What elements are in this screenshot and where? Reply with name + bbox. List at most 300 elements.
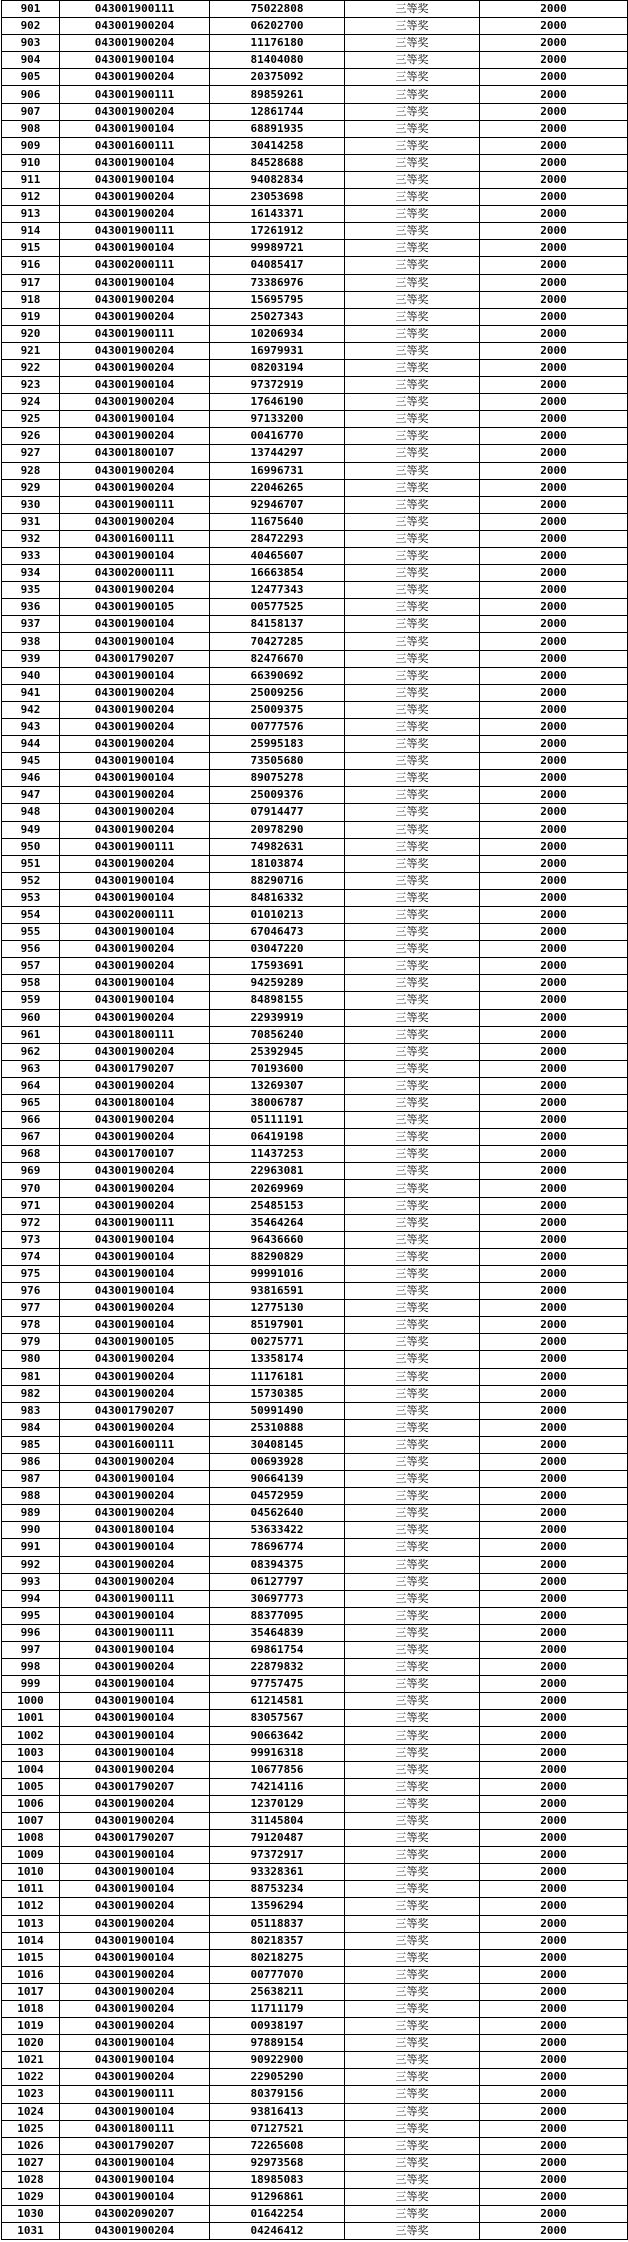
row-index-cell: 998 — [2, 1659, 60, 1676]
row-index-cell: 930 — [2, 496, 60, 513]
table-row — [2, 1949, 628, 1966]
ticket-code-cell: 043001900111 — [60, 496, 210, 513]
ticket-number-cell: 28472293 — [210, 530, 345, 547]
prize-level-cell: 三等奖 — [345, 274, 480, 291]
prize-amount-cell: 2000 — [480, 2137, 628, 2154]
table-row — [2, 445, 628, 462]
prize-level-cell: 三等奖 — [345, 1659, 480, 1676]
row-index-cell: 987 — [2, 1471, 60, 1488]
row-index-cell: 958 — [2, 975, 60, 992]
ticket-number-cell: 00416770 — [210, 428, 345, 445]
table-row — [2, 137, 628, 154]
ticket-code-cell: 043001900104 — [60, 1864, 210, 1881]
prize-amount-cell: 2000 — [480, 2223, 628, 2240]
table-row — [2, 1539, 628, 1556]
ticket-code-cell: 043001900104 — [60, 1744, 210, 1761]
row-index-cell: 975 — [2, 1265, 60, 1282]
ticket-code-cell: 043001900104 — [60, 2171, 210, 2188]
row-index-cell: 1022 — [2, 2069, 60, 2086]
table-row — [2, 2206, 628, 2223]
table-row — [2, 1727, 628, 1744]
row-index-cell: 991 — [2, 1539, 60, 1556]
ticket-number-cell: 84816332 — [210, 889, 345, 906]
ticket-number-cell: 67046473 — [210, 924, 345, 941]
ticket-code-cell: 043001900104 — [60, 975, 210, 992]
ticket-code-cell: 043001900204 — [60, 428, 210, 445]
prize-level-cell: 三等奖 — [345, 1744, 480, 1761]
ticket-code-cell: 043001900111 — [60, 1214, 210, 1231]
prize-amount-cell: 2000 — [480, 1522, 628, 1539]
ticket-number-cell: 12775130 — [210, 1300, 345, 1317]
prize-amount-cell: 2000 — [480, 394, 628, 411]
prize-level-cell: 三等奖 — [345, 1795, 480, 1812]
ticket-code-cell: 043001900204 — [60, 1077, 210, 1094]
table-row — [2, 1026, 628, 1043]
ticket-number-cell: 25310888 — [210, 1419, 345, 1436]
ticket-code-cell: 043001900204 — [60, 1129, 210, 1146]
ticket-number-cell: 11176181 — [210, 1368, 345, 1385]
ticket-number-cell: 17646190 — [210, 394, 345, 411]
table-row — [2, 1744, 628, 1761]
prize-level-cell: 三等奖 — [345, 1095, 480, 1112]
ticket-number-cell: 84158137 — [210, 616, 345, 633]
row-index-cell: 970 — [2, 1180, 60, 1197]
prize-level-cell: 三等奖 — [345, 958, 480, 975]
row-index-cell: 981 — [2, 1368, 60, 1385]
row-index-cell: 1018 — [2, 2000, 60, 2017]
prize-amount-cell: 2000 — [480, 2120, 628, 2137]
ticket-number-cell: 73386976 — [210, 274, 345, 291]
prize-amount-cell: 2000 — [480, 872, 628, 889]
ticket-number-cell: 13744297 — [210, 445, 345, 462]
row-index-cell: 976 — [2, 1283, 60, 1300]
prize-level-cell: 三等奖 — [345, 787, 480, 804]
table-row — [2, 2000, 628, 2017]
row-index-cell: 909 — [2, 137, 60, 154]
prize-level-cell: 三等奖 — [345, 445, 480, 462]
ticket-code-cell: 043001900204 — [60, 821, 210, 838]
table-row — [2, 1317, 628, 1334]
prize-level-cell: 三等奖 — [345, 1385, 480, 1402]
ticket-code-cell: 043001900204 — [60, 1812, 210, 1829]
ticket-code-cell: 043001900104 — [60, 753, 210, 770]
prize-amount-cell: 2000 — [480, 2086, 628, 2103]
prize-level-cell: 三等奖 — [345, 1847, 480, 1864]
table-row — [2, 1966, 628, 1983]
table-row — [2, 1693, 628, 1710]
prize-level-cell: 三等奖 — [345, 1043, 480, 1060]
prize-amount-cell: 2000 — [480, 1146, 628, 1163]
prize-level-cell: 三等奖 — [345, 1642, 480, 1659]
prize-level-cell: 三等奖 — [345, 1590, 480, 1607]
ticket-number-cell: 80218275 — [210, 1949, 345, 1966]
prize-amount-cell: 2000 — [480, 428, 628, 445]
prize-level-cell: 三等奖 — [345, 171, 480, 188]
prize-amount-cell: 2000 — [480, 137, 628, 154]
ticket-number-cell: 79120487 — [210, 1830, 345, 1847]
table-row — [2, 1607, 628, 1624]
row-index-cell: 1002 — [2, 1727, 60, 1744]
prize-amount-cell: 2000 — [480, 1334, 628, 1351]
row-index-cell: 1031 — [2, 2223, 60, 2240]
row-index-cell: 960 — [2, 1009, 60, 1026]
ticket-number-cell: 25027343 — [210, 308, 345, 325]
prize-amount-cell: 2000 — [480, 291, 628, 308]
table-row — [2, 1676, 628, 1693]
prize-amount-cell: 2000 — [480, 821, 628, 838]
prize-level-cell: 三等奖 — [345, 684, 480, 701]
ticket-number-cell: 06202700 — [210, 18, 345, 35]
ticket-code-cell: 043001900104 — [60, 1539, 210, 1556]
ticket-number-cell: 16143371 — [210, 206, 345, 223]
ticket-code-cell: 043001900104 — [60, 872, 210, 889]
ticket-code-cell: 043001900104 — [60, 667, 210, 684]
prize-level-cell: 三等奖 — [345, 52, 480, 69]
row-index-cell: 1008 — [2, 1830, 60, 1847]
row-index-cell: 956 — [2, 941, 60, 958]
ticket-number-cell: 97889154 — [210, 2035, 345, 2052]
row-index-cell: 940 — [2, 667, 60, 684]
prize-level-cell: 三等奖 — [345, 992, 480, 1009]
prize-amount-cell: 2000 — [480, 2018, 628, 2035]
prize-level-cell: 三等奖 — [345, 2223, 480, 2240]
row-index-cell: 1015 — [2, 1949, 60, 1966]
row-index-cell: 912 — [2, 189, 60, 206]
table-row — [2, 1077, 628, 1094]
table-row — [2, 1060, 628, 1077]
ticket-number-cell: 94082834 — [210, 171, 345, 188]
prize-amount-cell: 2000 — [480, 1402, 628, 1419]
row-index-cell: 953 — [2, 889, 60, 906]
ticket-number-cell: 00777070 — [210, 1966, 345, 1983]
table-row — [2, 975, 628, 992]
prize-level-cell: 三等奖 — [345, 1146, 480, 1163]
table-row — [2, 565, 628, 582]
prize-level-cell: 三等奖 — [345, 1573, 480, 1590]
ticket-code-cell: 043001900204 — [60, 462, 210, 479]
prize-level-cell: 三等奖 — [345, 1727, 480, 1744]
table-row — [2, 753, 628, 770]
ticket-code-cell: 043001900104 — [60, 889, 210, 906]
row-index-cell: 906 — [2, 86, 60, 103]
row-index-cell: 1021 — [2, 2052, 60, 2069]
row-index-cell: 929 — [2, 479, 60, 496]
prize-level-cell: 三等奖 — [345, 941, 480, 958]
table-row — [2, 1624, 628, 1641]
ticket-code-cell: 043001790207 — [60, 1060, 210, 1077]
row-index-cell: 921 — [2, 342, 60, 359]
ticket-number-cell: 25009376 — [210, 787, 345, 804]
ticket-number-cell: 81404080 — [210, 52, 345, 69]
ticket-number-cell: 99916318 — [210, 1744, 345, 1761]
ticket-number-cell: 20269969 — [210, 1180, 345, 1197]
table-row — [2, 1436, 628, 1453]
row-index-cell: 1003 — [2, 1744, 60, 1761]
prize-level-cell: 三等奖 — [345, 1471, 480, 1488]
table-row — [2, 530, 628, 547]
table-row — [2, 2103, 628, 2120]
prize-level-cell: 三等奖 — [345, 18, 480, 35]
ticket-code-cell: 043001900104 — [60, 1471, 210, 1488]
ticket-number-cell: 74214116 — [210, 1778, 345, 1795]
ticket-code-cell: 043001900204 — [60, 684, 210, 701]
prize-amount-cell: 2000 — [480, 1471, 628, 1488]
row-index-cell: 1007 — [2, 1812, 60, 1829]
table-row — [2, 924, 628, 941]
ticket-number-cell: 89859261 — [210, 86, 345, 103]
ticket-number-cell: 75022808 — [210, 1, 345, 18]
ticket-code-cell: 043001900204 — [60, 291, 210, 308]
row-index-cell: 986 — [2, 1453, 60, 1470]
ticket-number-cell: 90922900 — [210, 2052, 345, 2069]
ticket-code-cell: 043001900204 — [60, 582, 210, 599]
prize-level-cell: 三等奖 — [345, 1351, 480, 1368]
ticket-number-cell: 01010213 — [210, 906, 345, 923]
ticket-code-cell: 043001900104 — [60, 377, 210, 394]
ticket-number-cell: 00693928 — [210, 1453, 345, 1470]
ticket-number-cell: 18985083 — [210, 2171, 345, 2188]
prize-level-cell: 三等奖 — [345, 2137, 480, 2154]
ticket-number-cell: 35464264 — [210, 1214, 345, 1231]
prize-level-cell: 三等奖 — [345, 770, 480, 787]
ticket-code-cell: 043001900111 — [60, 1624, 210, 1641]
ticket-code-cell: 043001900111 — [60, 1590, 210, 1607]
ticket-code-cell: 043001900104 — [60, 2189, 210, 2206]
row-index-cell: 1006 — [2, 1795, 60, 1812]
row-index-cell: 979 — [2, 1334, 60, 1351]
prize-amount-cell: 2000 — [480, 1248, 628, 1265]
ticket-code-cell: 043001900104 — [60, 1676, 210, 1693]
ticket-number-cell: 80218357 — [210, 1932, 345, 1949]
table-row — [2, 1112, 628, 1129]
ticket-code-cell: 043001900204 — [60, 2000, 210, 2017]
table-row — [2, 941, 628, 958]
ticket-number-cell: 84528688 — [210, 154, 345, 171]
ticket-code-cell: 043001900104 — [60, 616, 210, 633]
row-index-cell: 931 — [2, 513, 60, 530]
ticket-number-cell: 00938197 — [210, 2018, 345, 2035]
prize-amount-cell: 2000 — [480, 958, 628, 975]
row-index-cell: 910 — [2, 154, 60, 171]
prize-amount-cell: 2000 — [480, 1949, 628, 1966]
table-row — [2, 1283, 628, 1300]
row-index-cell: 932 — [2, 530, 60, 547]
prize-level-cell: 三等奖 — [345, 1830, 480, 1847]
ticket-number-cell: 93816591 — [210, 1283, 345, 1300]
ticket-code-cell: 043001900204 — [60, 1300, 210, 1317]
prize-level-cell: 三等奖 — [345, 1949, 480, 1966]
row-index-cell: 980 — [2, 1351, 60, 1368]
ticket-number-cell: 96436660 — [210, 1231, 345, 1248]
ticket-code-cell: 043001900204 — [60, 1573, 210, 1590]
prize-level-cell: 三等奖 — [345, 1556, 480, 1573]
ticket-code-cell: 043001900104 — [60, 1642, 210, 1659]
row-index-cell: 924 — [2, 394, 60, 411]
row-index-cell: 1029 — [2, 2189, 60, 2206]
ticket-number-cell: 85197901 — [210, 1317, 345, 1334]
table-row — [2, 257, 628, 274]
prize-level-cell: 三等奖 — [345, 377, 480, 394]
prize-level-cell: 三等奖 — [345, 633, 480, 650]
prize-amount-cell: 2000 — [480, 650, 628, 667]
row-index-cell: 992 — [2, 1556, 60, 1573]
prize-level-cell: 三等奖 — [345, 1932, 480, 1949]
prize-level-cell: 三等奖 — [345, 2035, 480, 2052]
row-index-cell: 999 — [2, 1676, 60, 1693]
table-row — [2, 2086, 628, 2103]
ticket-number-cell: 97757475 — [210, 1676, 345, 1693]
row-index-cell: 977 — [2, 1300, 60, 1317]
ticket-number-cell: 22939919 — [210, 1009, 345, 1026]
ticket-number-cell: 70856240 — [210, 1026, 345, 1043]
ticket-code-cell: 043001900105 — [60, 1334, 210, 1351]
table-row — [2, 377, 628, 394]
prize-level-cell: 三等奖 — [345, 513, 480, 530]
prize-amount-cell: 2000 — [480, 1112, 628, 1129]
ticket-number-cell: 13596294 — [210, 1898, 345, 1915]
row-index-cell: 907 — [2, 103, 60, 120]
ticket-number-cell: 18103874 — [210, 855, 345, 872]
ticket-number-cell: 25009375 — [210, 701, 345, 718]
ticket-number-cell: 83057567 — [210, 1710, 345, 1727]
prize-amount-cell: 2000 — [480, 1197, 628, 1214]
prize-amount-cell: 2000 — [480, 701, 628, 718]
ticket-number-cell: 90664139 — [210, 1471, 345, 1488]
row-index-cell: 963 — [2, 1060, 60, 1077]
ticket-number-cell: 84898155 — [210, 992, 345, 1009]
row-index-cell: 994 — [2, 1590, 60, 1607]
ticket-number-cell: 80379156 — [210, 2086, 345, 2103]
ticket-number-cell: 16996731 — [210, 462, 345, 479]
row-index-cell: 916 — [2, 257, 60, 274]
prize-level-cell: 三等奖 — [345, 1607, 480, 1624]
prize-amount-cell: 2000 — [480, 2035, 628, 2052]
row-index-cell: 1019 — [2, 2018, 60, 2035]
table-row — [2, 411, 628, 428]
row-index-cell: 947 — [2, 787, 60, 804]
ticket-number-cell: 04562640 — [210, 1505, 345, 1522]
prize-amount-cell: 2000 — [480, 1830, 628, 1847]
row-index-cell: 1013 — [2, 1915, 60, 1932]
ticket-code-cell: 043001900204 — [60, 69, 210, 86]
row-index-cell: 948 — [2, 804, 60, 821]
ticket-code-cell: 043001900104 — [60, 1607, 210, 1624]
row-index-cell: 972 — [2, 1214, 60, 1231]
ticket-number-cell: 22046265 — [210, 479, 345, 496]
prize-amount-cell: 2000 — [480, 1231, 628, 1248]
table-row — [2, 69, 628, 86]
prize-amount-cell: 2000 — [480, 1265, 628, 1282]
prize-level-cell: 三等奖 — [345, 189, 480, 206]
prize-level-cell: 三等奖 — [345, 1505, 480, 1522]
row-index-cell: 943 — [2, 718, 60, 735]
ticket-code-cell: 043001900204 — [60, 308, 210, 325]
table-row — [2, 1, 628, 18]
prize-level-cell: 三等奖 — [345, 1163, 480, 1180]
ticket-code-cell: 043001900104 — [60, 52, 210, 69]
ticket-code-cell: 043001900104 — [60, 2035, 210, 2052]
table-row — [2, 2171, 628, 2188]
row-index-cell: 942 — [2, 701, 60, 718]
prize-level-cell: 三等奖 — [345, 2086, 480, 2103]
row-index-cell: 917 — [2, 274, 60, 291]
prize-amount-cell: 2000 — [480, 1778, 628, 1795]
ticket-number-cell: 03047220 — [210, 941, 345, 958]
ticket-number-cell: 01642254 — [210, 2206, 345, 2223]
table-row — [2, 394, 628, 411]
ticket-code-cell: 043001900204 — [60, 1983, 210, 2000]
prize-amount-cell: 2000 — [480, 86, 628, 103]
prize-amount-cell: 2000 — [480, 1043, 628, 1060]
prize-amount-cell: 2000 — [480, 838, 628, 855]
prize-level-cell: 三等奖 — [345, 206, 480, 223]
ticket-code-cell: 043001900204 — [60, 1351, 210, 1368]
ticket-code-cell: 043001900104 — [60, 120, 210, 137]
table-row — [2, 1915, 628, 1932]
prize-level-cell: 三等奖 — [345, 906, 480, 923]
table-row — [2, 223, 628, 240]
prize-amount-cell: 2000 — [480, 804, 628, 821]
table-row — [2, 701, 628, 718]
table-row — [2, 171, 628, 188]
prize-amount-cell: 2000 — [480, 513, 628, 530]
prize-level-cell: 三等奖 — [345, 325, 480, 342]
prize-level-cell: 三等奖 — [345, 1488, 480, 1505]
ticket-number-cell: 11176180 — [210, 35, 345, 52]
row-index-cell: 952 — [2, 872, 60, 889]
prize-level-cell: 三等奖 — [345, 291, 480, 308]
prize-level-cell: 三等奖 — [345, 1077, 480, 1094]
ticket-code-cell: 043002000111 — [60, 906, 210, 923]
ticket-code-cell: 043001900204 — [60, 1419, 210, 1436]
ticket-number-cell: 05111191 — [210, 1112, 345, 1129]
row-index-cell: 920 — [2, 325, 60, 342]
table-row — [2, 1778, 628, 1795]
prize-level-cell: 三等奖 — [345, 1710, 480, 1727]
prize-amount-cell: 2000 — [480, 103, 628, 120]
table-row — [2, 2069, 628, 2086]
row-index-cell: 984 — [2, 1419, 60, 1436]
ticket-code-cell: 043001900104 — [60, 154, 210, 171]
row-index-cell: 905 — [2, 69, 60, 86]
prize-level-cell: 三等奖 — [345, 2103, 480, 2120]
ticket-number-cell: 93816413 — [210, 2103, 345, 2120]
prize-amount-cell: 2000 — [480, 770, 628, 787]
ticket-code-cell: 043001900104 — [60, 1693, 210, 1710]
ticket-number-cell: 15730385 — [210, 1385, 345, 1402]
table-row — [2, 342, 628, 359]
prize-level-cell: 三等奖 — [345, 2000, 480, 2017]
table-row — [2, 291, 628, 308]
table-row — [2, 1214, 628, 1231]
prize-amount-cell: 2000 — [480, 2069, 628, 2086]
prize-amount-cell: 2000 — [480, 1436, 628, 1453]
table-row — [2, 1334, 628, 1351]
prize-level-cell: 三等奖 — [345, 428, 480, 445]
ticket-code-cell: 043001900204 — [60, 359, 210, 376]
prize-amount-cell: 2000 — [480, 1932, 628, 1949]
ticket-number-cell: 25392945 — [210, 1043, 345, 1060]
prize-amount-cell: 2000 — [480, 1385, 628, 1402]
ticket-number-cell: 99991016 — [210, 1265, 345, 1282]
ticket-number-cell: 88753234 — [210, 1881, 345, 1898]
row-index-cell: 1023 — [2, 2086, 60, 2103]
row-index-cell: 1000 — [2, 1693, 60, 1710]
prize-amount-cell: 2000 — [480, 924, 628, 941]
prize-level-cell: 三等奖 — [345, 137, 480, 154]
ticket-code-cell: 043001900104 — [60, 548, 210, 565]
prize-level-cell: 三等奖 — [345, 359, 480, 376]
